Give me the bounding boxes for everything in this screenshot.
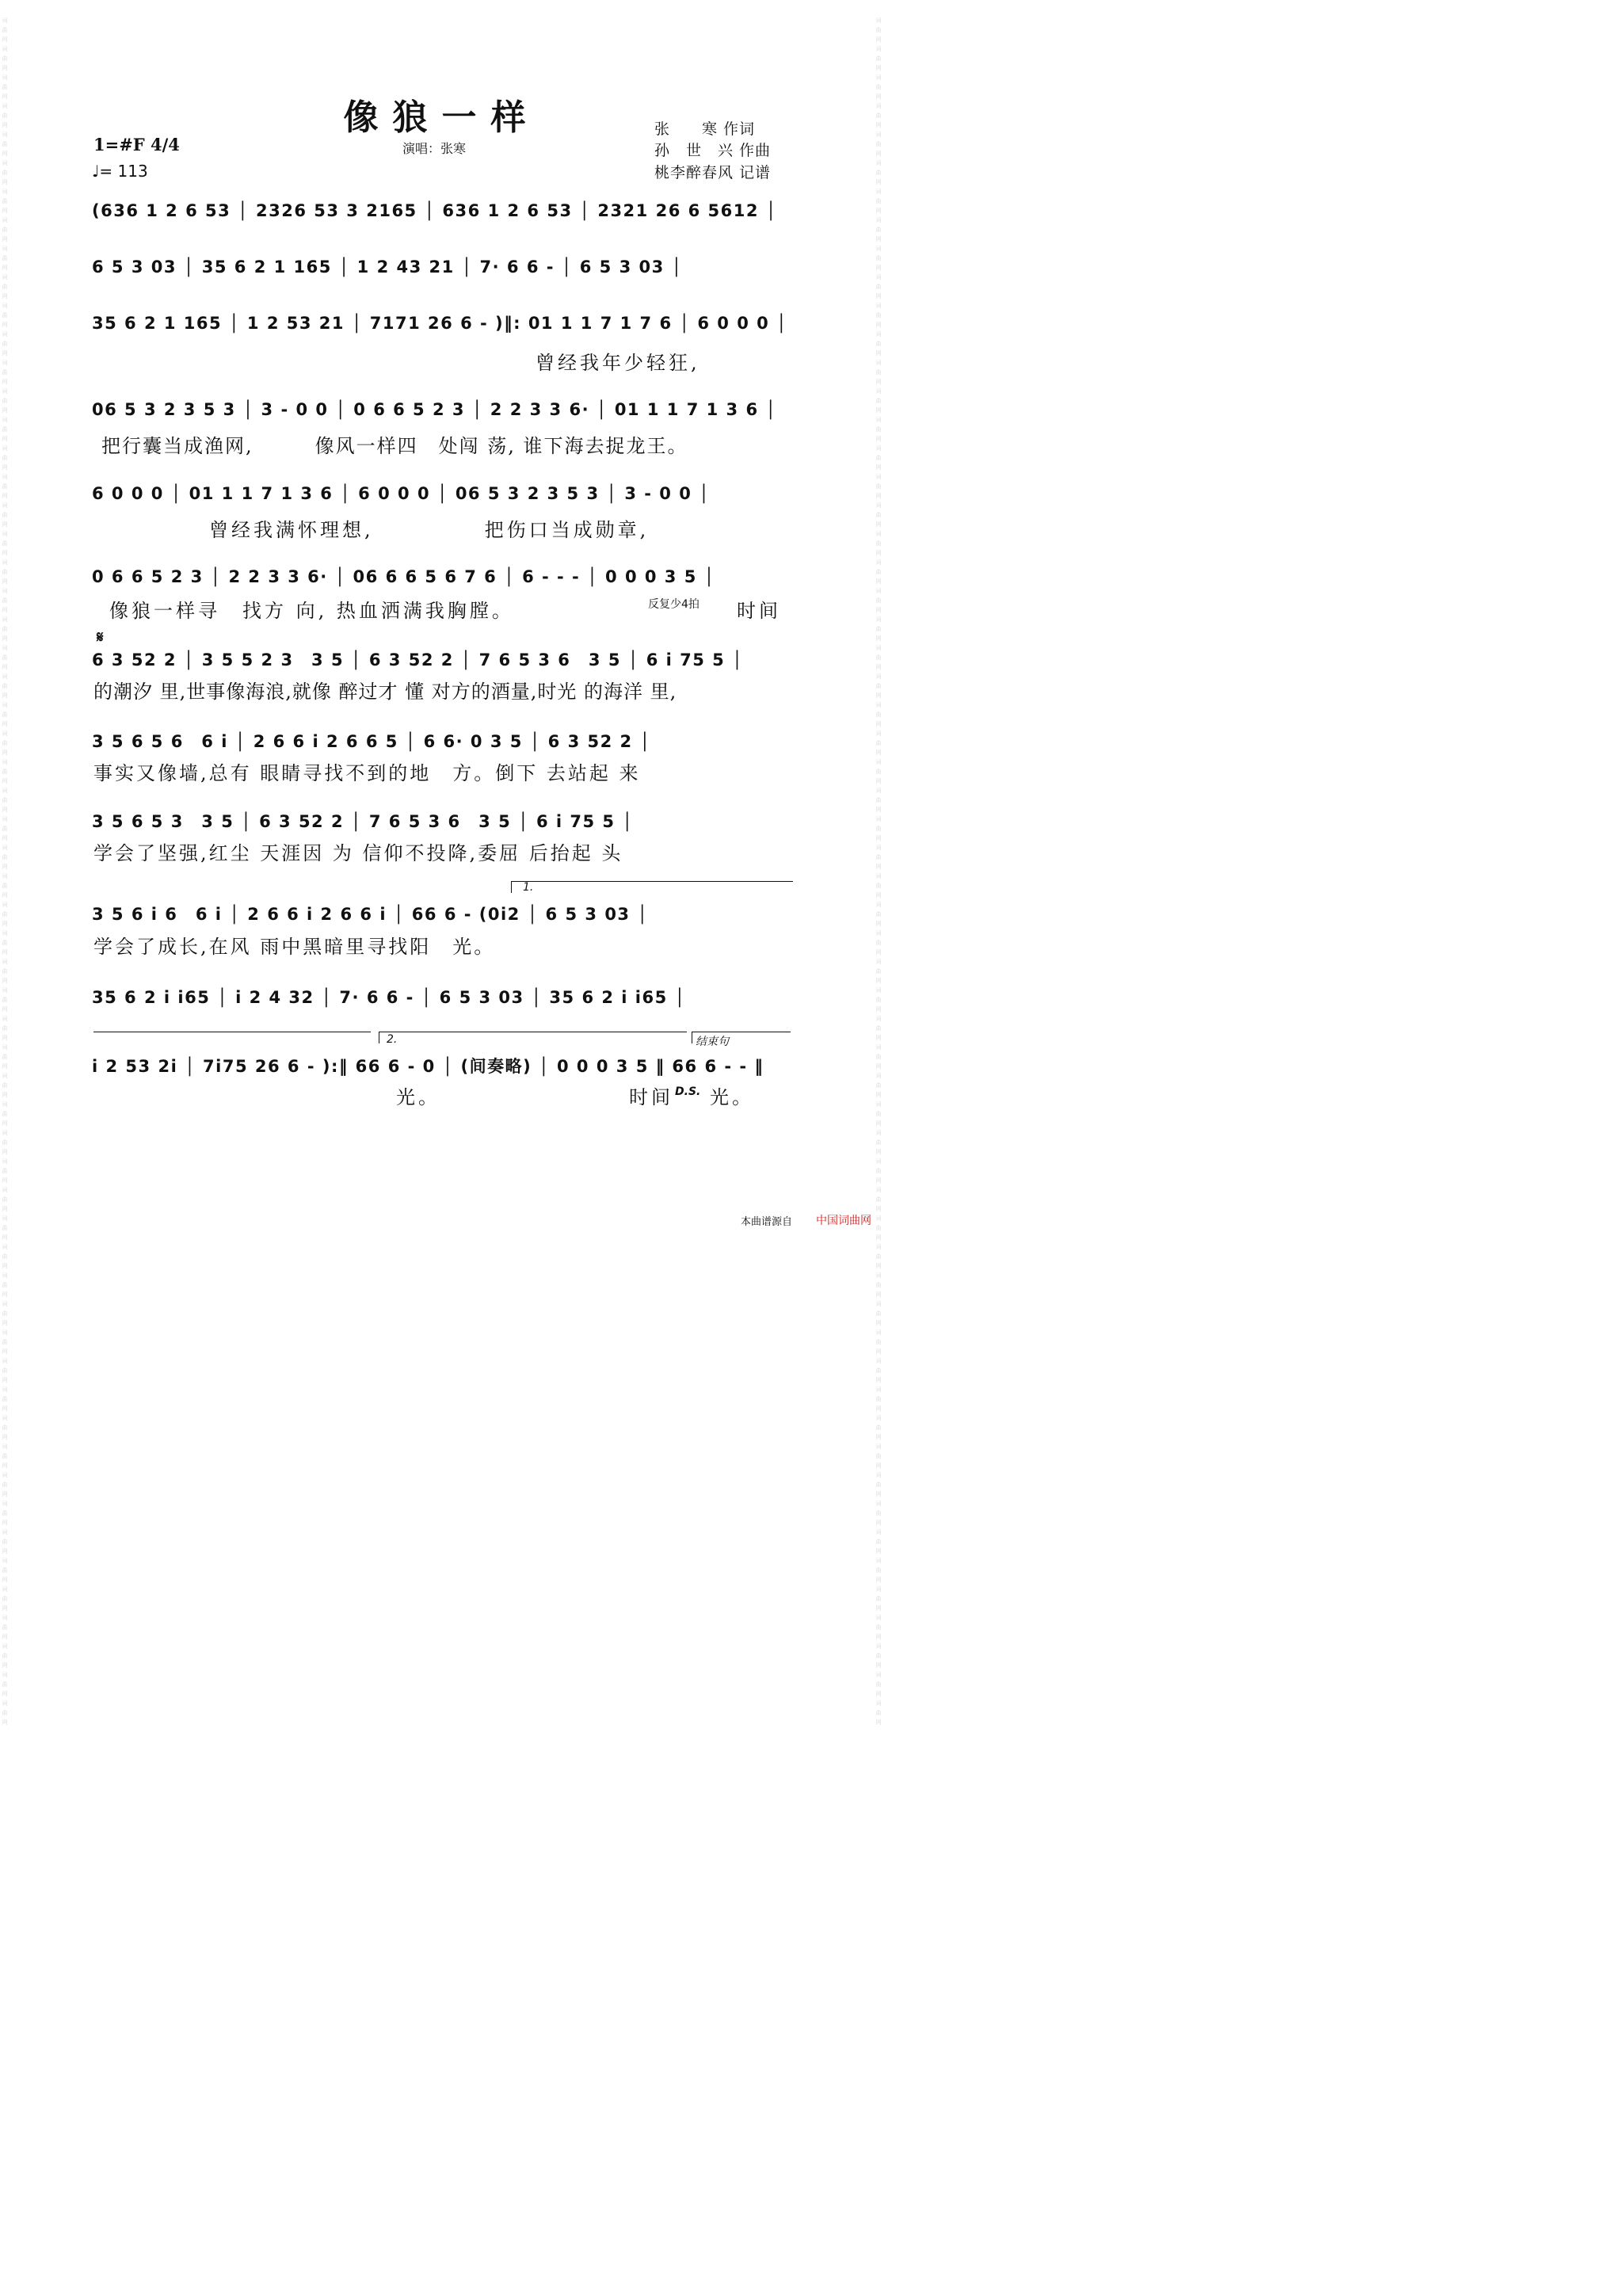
volta-2-label: 2.: [387, 1033, 398, 1046]
notation-line-7: 6 3 52 2 │ 3 5 5 2 3 3 5 │ 6 3 52 2 │ 7 6 5 3 6 3 5 │ 6 i 75 5 │: [92, 650, 744, 669]
volta-1-bracket: [511, 881, 793, 893]
notation-line-1: (636 1 2 6 53 │ 2326 53 3 2165 │ 636 1 2 6 53 │ 2321 26 6 5612 │: [92, 201, 777, 220]
notation-line-11: 35 6 2 i i65 │ i 2 4 32 │ 7· 6 6 - │ 6 5 3 03 │ 35 6 2 i i65 │: [92, 988, 686, 1007]
lyrics-line-8: 事实又像墙,总有 眼睛寻找不到的地 方。倒下 去站起 来: [93, 762, 641, 784]
coda-label: 结束句: [696, 1036, 729, 1048]
notation-line-6: 0 6 6 5 2 3 │ 2 2 3 3 6· │ 06 6 6 5 6 7 6 │ 6 - - - │ 0 0 0 3 5 │: [92, 567, 715, 586]
notation-line-10: 3 5 6 i 6 6 i │ 2 6 6 i 2 6 6 i │ 66 6 - (0i2 │ 6 5 3 03 │: [92, 905, 649, 924]
repeat-note: 反复少4拍: [648, 598, 700, 611]
segno-sign: 𝄋: [97, 627, 104, 647]
key-signature: 1=#F 4/4: [93, 135, 180, 154]
singer-credit: 演唱：张寒: [402, 141, 467, 156]
composer-credit: 孙 世 兴 作曲: [654, 142, 772, 159]
notation-line-12: i 2 53 2i │ 7i75 26 6 - ):‖ 66 6 - 0 │ (间奏略) │ 0 0 0 3 5 ‖ 66 6 - - ‖: [92, 1057, 764, 1076]
lyrics-line-7: 的潮汐 里,世事像海浪,就像 醉过才 懂 对方的酒量,时光 的海洋 里,: [93, 681, 677, 703]
volta-1-continuation: [93, 1032, 371, 1043]
volta-1-label: 1.: [523, 881, 534, 894]
lyricist-credit: 张 寒 作词: [654, 120, 756, 138]
song-title: 像狼一样: [343, 97, 540, 138]
lyrics-line-4: 把行囊当成渔网, 像风一样四 处闯 荡, 谁下海去捉龙王。: [101, 435, 688, 457]
volta-2-bracket: [379, 1032, 687, 1043]
tempo-marking: ♩= 113: [92, 162, 148, 181]
notation-line-5: 6 0 0 0 │ 01 1 1 7 1 3 6 │ 6 0 0 0 │ 06 5 3 2 3 5 3 │ 3 - 0 0 │: [92, 484, 711, 503]
notation-line-3: 35 6 2 1 165 │ 1 2 53 21 │ 7171 26 6 - )‖: 01 1 1 7 1 7 6 │ 6 0 0 0 │: [92, 314, 788, 333]
lyrics-line-6-end: 时间: [737, 600, 781, 622]
notation-line-8: 3 5 6 5 6 6 i │ 2 6 6 i 2 6 6 5 │ 6 6· 0 3 5 │ 6 3 52 2 │: [92, 732, 651, 751]
ds-marking: D.S.: [675, 1085, 701, 1098]
lyrics-time: 时间: [629, 1086, 673, 1108]
lyrics-final: 光。: [710, 1086, 754, 1108]
lyrics-line-9: 学会了坚强,红尘 天涯因 为 信仰不投降,委屈 后抬起 头: [93, 842, 623, 864]
transcriber-credit: 桃李醉春风 记谱: [654, 164, 772, 181]
notation-line-2: 6 5 3 03 │ 35 6 2 1 165 │ 1 2 43 21 │ 7· 6 6 - │ 6 5 3 03 │: [92, 257, 683, 277]
lyrics-line-5: 曾经我满怀理想, 把伤口当成勋章,: [209, 519, 650, 541]
footer-brand-link[interactable]: 中国词曲网: [816, 1215, 871, 1227]
footer-source-label: 本曲谱源自: [741, 1216, 793, 1228]
left-watermark-strip: 词曲网 词曲网 词曲网 词曲网 词曲网 词曲网 词曲网 词曲网 词曲网 词曲网 词曲网 词曲网 词曲网 词曲网 词曲网 词曲网 词曲网 词曲网 词曲网 词曲网 词曲网 词曲网 词曲网 词曲网 词曲网 词曲网 词曲网 词曲网 词曲网 词曲网 词曲网 词曲网 词曲网 词曲网 词曲网 词曲网 词曲网 词曲网 词曲网 词曲网 词曲网 词曲网 词曲网 词曲网 词曲网 词曲网 词曲网 词曲网 词曲网 词曲网 词曲网 词曲网 词曲网 词曲网 词曲网 词曲网 词曲网 词曲网 词曲网 词曲网: [2, 17, 8, 1726]
lyrics-line-10: 学会了成长,在风 雨中黑暗里寻找阳 光。: [93, 936, 496, 958]
lyrics-line-3: 曾经我年少轻狂,: [536, 352, 700, 374]
right-watermark-strip: 词曲网 词曲网 词曲网 词曲网 词曲网 词曲网 词曲网 词曲网 词曲网 词曲网 词曲网 词曲网 词曲网 词曲网 词曲网 词曲网 词曲网 词曲网 词曲网 词曲网 词曲网 词曲网 词曲网 词曲网 词曲网 词曲网 词曲网 词曲网 词曲网 词曲网 词曲网 词曲网 词曲网 词曲网 词曲网 词曲网 词曲网 词曲网 词曲网 词曲网 词曲网 词曲网 词曲网 词曲网 词曲网 词曲网 词曲网 词曲网 词曲网 词曲网 词曲网 词曲网 词曲网 词曲网 词曲网 词曲网 词曲网 词曲网 词曲网 词曲网: [875, 17, 882, 1726]
lyrics-line-6: 像狼一样寻 找方 向, 热血洒满我胸膛。: [109, 600, 514, 622]
notation-line-4: 06 5 3 2 3 5 3 │ 3 - 0 0 │ 0 6 6 5 2 3 │ 2 2 3 3 6· │ 01 1 1 7 1 3 6 │: [92, 400, 777, 419]
lyrics-line-12: 光。: [396, 1086, 440, 1108]
notation-line-9: 3 5 6 5 3 3 5 │ 6 3 52 2 │ 7 6 5 3 6 3 5 │ 6 i 75 5 │: [92, 812, 634, 831]
